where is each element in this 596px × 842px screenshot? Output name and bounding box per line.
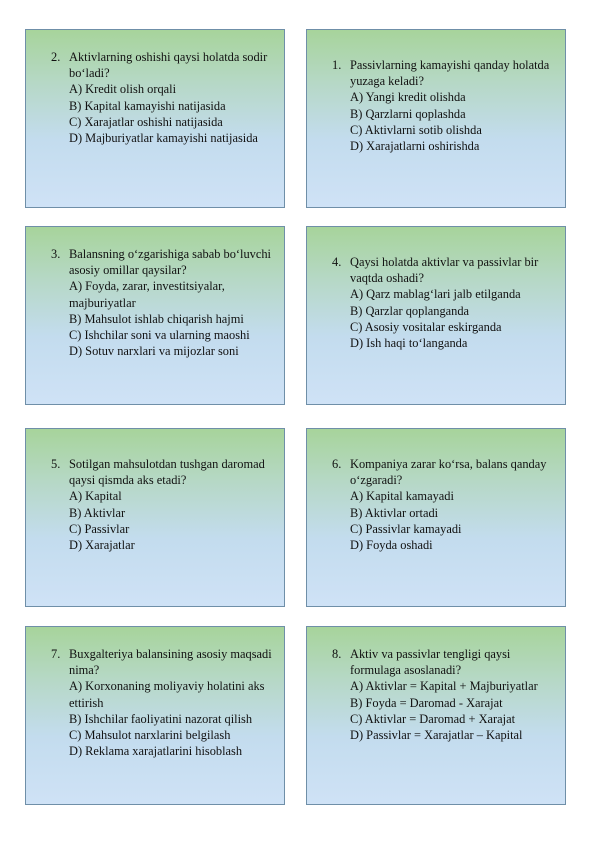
option-b: B) Ishchilar faoliyatini nazorat qilish [69, 711, 253, 726]
option-d: D) Foyda oshadi [350, 538, 433, 553]
question-text: 6. Kompaniya zarar ko‘rsa, balans qanday o‘zgaradi? [332, 457, 547, 488]
option-d: D) Reklama xarajatlarini hisoblash [69, 744, 243, 759]
question-text: 1. Passivlarning kamayishi qanday holatda yuzaga keladi? [332, 58, 550, 89]
question-block-2 [51, 49, 279, 146]
option-a: A) Foyda, zarar, investitsiyalar, majburiyatlar [69, 279, 225, 310]
option-b: B) Qarzlar qoplanganda [350, 303, 470, 318]
option-c: C) Xarajatlar oshishi natijasida [69, 114, 223, 129]
option-a: A) Qarz mablag‘lari jalb etilganda [350, 287, 521, 302]
question-text: 2. Aktivlarning oshishi qaysi holatda sodir bo‘ladi? [51, 50, 268, 81]
option-c: C) Passivlar kamayadi [350, 521, 462, 536]
option-b: B) Aktivlar ortadi [350, 505, 439, 520]
question-number: 8. [332, 647, 342, 661]
option-c: C) Passivlar [69, 521, 130, 536]
option-b: B) Qarzlarni qoplashda [350, 106, 466, 121]
option-c: C) Aktivlar = Daromad + Xarajat [350, 711, 516, 726]
question-text: 4. Qaysi holatda aktivlar va passivlar bir vaqtda oshadi? [332, 255, 539, 286]
question-number: 3. [51, 247, 61, 261]
question-text: 7. Buxgalteriya balansining asosiy maqsadi nima? [51, 647, 272, 678]
question-block-5 [51, 456, 279, 553]
question-number: 6. [332, 457, 342, 471]
question-text: 8. Aktiv va passivlar tengligi qaysi formulaga asoslanadi? [332, 647, 511, 678]
question-number: 2. [51, 50, 61, 64]
option-b: B) Aktivlar [69, 505, 126, 520]
question-block-6 [332, 456, 560, 553]
option-a: A) Korxonaning moliyaviy holatini aks ettirish [69, 679, 265, 710]
question-block-1 [332, 57, 560, 154]
option-c: C) Ishchilar soni va ularning maoshi [69, 328, 250, 343]
question-number: 4. [332, 255, 342, 269]
option-a: A) Aktivlar = Kapital + Majburiyatlar [350, 679, 538, 694]
option-d: D) Xarajatlarni oshirishda [350, 139, 480, 154]
option-d: D) Xarajatlar [69, 538, 135, 553]
option-d: D) Majburiyatlar kamayishi natijasida [69, 131, 258, 146]
option-c: C) Aktivlarni sotib olishda [350, 122, 482, 137]
option-d: D) Sotuv narxlari va mijozlar soni [69, 344, 239, 359]
question-block-4 [332, 254, 560, 351]
option-a: A) Kapital kamayadi [350, 489, 454, 504]
question-number: 5. [51, 457, 61, 471]
question-block-8 [332, 646, 560, 743]
option-a: A) Yangi kredit olishda [350, 90, 466, 105]
question-block-7 [51, 646, 279, 759]
option-d: D) Passivlar = Xarajatlar – Kapital [350, 728, 523, 743]
question-number: 1. [332, 58, 342, 72]
option-c: C) Mahsulot narxlarini belgilash [69, 728, 231, 743]
option-a: A) Kredit olish orqali [69, 82, 177, 97]
question-block-3 [51, 246, 279, 359]
question-text: 3. Balansning o‘zgarishiga sabab bo‘luvchi asosiy omillar qaysilar? [51, 247, 271, 278]
option-d: D) Ish haqi to‘langanda [350, 336, 468, 351]
question-number: 7. [51, 647, 61, 661]
option-b: B) Kapital kamayishi natijasida [69, 98, 226, 113]
question-text: 5. Sotilgan mahsulotdan tushgan daromad qaysi qismda aks etadi? [51, 457, 265, 488]
option-c: C) Asosiy vositalar eskirganda [350, 319, 502, 334]
option-a: A) Kapital [69, 489, 122, 504]
option-b: B) Mahsulot ishlab chiqarish hajmi [69, 311, 244, 326]
option-b: B) Foyda = Daromad - Xarajat [350, 695, 503, 710]
